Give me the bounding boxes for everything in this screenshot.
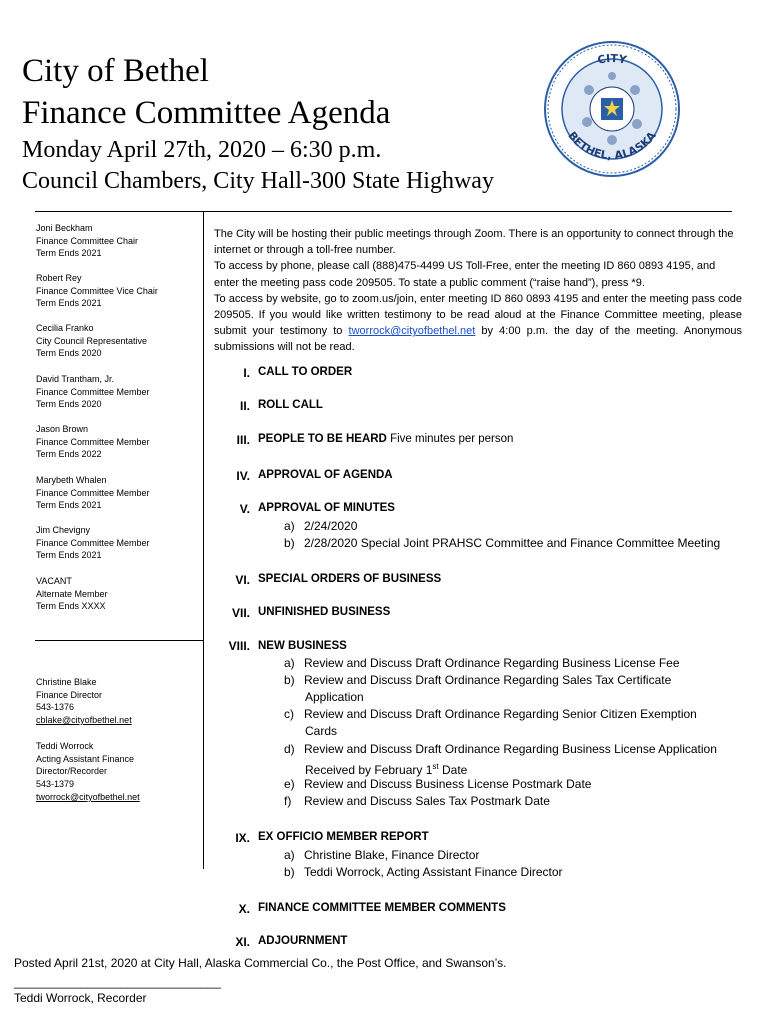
subitem-text-cont: Application xyxy=(305,690,364,704)
member-role: Finance Committee Member xyxy=(36,436,150,447)
intro-website xyxy=(214,291,742,356)
agenda-item-roll-call: ROLL CALL xyxy=(258,399,323,411)
member-entry xyxy=(36,322,147,360)
staff-phone: 543-1379 xyxy=(36,779,75,790)
header-divider xyxy=(35,211,732,212)
member-term: Term Ends 2021 xyxy=(36,248,102,259)
subitem-text: Review and Discuss Draft Ordinance Regarding Business License Application xyxy=(304,742,717,756)
intro-zoom: The City will be hosting their public meetings through Zoom. There is an opportunity to connect through the internet or through a toll-free number. xyxy=(214,228,734,257)
member-name: Joni Beckham xyxy=(36,223,93,233)
agenda-item-call-to-order: CALL TO ORDER xyxy=(258,366,353,378)
agenda-subitem xyxy=(284,776,591,793)
agenda-item-number: IV. xyxy=(236,469,250,483)
member-term: Term Ends 2021 xyxy=(36,298,102,309)
posted-notice: Posted April 21st, 2020 at City Hall, Alaska Commercial Co., the Post Office, and Swanson’s. xyxy=(14,956,507,970)
member-role: City Council Representative xyxy=(36,335,148,346)
agenda-item-number: I. xyxy=(243,366,250,380)
member-role: Finance Committee Member xyxy=(36,386,150,397)
subitem-text-cont-main: Received by February 1 xyxy=(305,763,433,777)
subitem-letter: a) xyxy=(284,848,295,862)
agenda-item-approval-of-agenda: APPROVAL OF AGENDA xyxy=(258,469,393,481)
agenda-item-number: II. xyxy=(239,399,250,413)
member-term: Term Ends 2021 xyxy=(36,500,102,511)
ordinal-suffix: st xyxy=(432,762,439,771)
sidebar-section-divider xyxy=(35,640,203,641)
member-term: Term Ends 2020 xyxy=(36,399,102,410)
subitem-letter: b) xyxy=(284,673,295,687)
sidebar-divider xyxy=(203,211,204,869)
subitem-letter: d) xyxy=(284,742,295,756)
seal-top-text: CITY xyxy=(596,51,628,67)
intro-phone: To access by phone, please call (888)475-4499 US Toll-Free, enter the meeting ID 860 0893 4195, and enter the meeting pass code 209505. To state a public comment (“raise hand”), press *9. xyxy=(214,260,716,289)
member-role: Finance Committee Member xyxy=(36,487,150,498)
subitem-text: Review and Discuss Business License Postmark Date xyxy=(304,777,592,791)
member-name: Jim Chevigny xyxy=(36,525,91,535)
member-term: Term Ends 2022 xyxy=(36,449,102,460)
signer-name: Teddi Worrock, Recorder xyxy=(14,991,147,1005)
agenda-subitem xyxy=(284,518,357,535)
member-term: Term Ends 2020 xyxy=(36,348,102,359)
meeting-location: Council Chambers, City Hall-300 State Highway xyxy=(22,168,494,194)
staff-title: Finance Director xyxy=(36,689,103,700)
member-term: Term Ends 2021 xyxy=(36,550,102,561)
agenda-item-number: V. xyxy=(239,502,250,516)
intro-text xyxy=(214,226,742,356)
subitem-text: Teddi Worrock, Acting Assistant Finance Director xyxy=(304,865,563,879)
agenda-subitem xyxy=(284,706,697,740)
subitem-text-cont-end: Date xyxy=(438,763,468,777)
agenda-item-people-to-be-heard xyxy=(258,433,513,445)
agenda-item-ex-officio-report: EX OFFICIO MEMBER REPORT xyxy=(258,831,429,843)
staff-name: Teddi Worrock xyxy=(36,741,94,751)
city-seal-logo xyxy=(543,40,681,178)
agenda-item-note: Five minutes per person xyxy=(386,433,514,445)
staff-name: Christine Blake xyxy=(36,677,97,687)
member-name: VACANT xyxy=(36,576,72,586)
subitem-letter: b) xyxy=(284,865,295,879)
staff-title: Acting Assistant Finance xyxy=(36,753,135,764)
member-term: Term Ends XXXX xyxy=(36,601,106,612)
member-entry xyxy=(36,272,158,310)
subitem-text: Christine Blake, Finance Director xyxy=(304,848,480,862)
subitem-letter: a) xyxy=(284,656,295,670)
agenda-subitem xyxy=(284,793,550,810)
member-role: Finance Committee Member xyxy=(36,537,150,548)
member-entry xyxy=(36,575,108,613)
member-role: Alternate Member xyxy=(36,588,108,599)
agenda-item-label: PEOPLE TO BE HEARD xyxy=(258,433,387,445)
agenda-item-number: III. xyxy=(236,433,250,447)
agenda-item-number: X. xyxy=(238,902,250,916)
agenda-item-number: IX. xyxy=(235,831,250,845)
member-entry xyxy=(36,423,150,461)
subitem-letter: b) xyxy=(284,536,295,550)
subitem-letter: f) xyxy=(284,794,292,808)
intro-website-text-end: by 4:00 p.m. the day of the meeting. Anonymous submissions will not be read. xyxy=(214,325,742,354)
subitem-text-cont: Cards xyxy=(305,724,338,738)
subitem-text: Review and Discuss Draft Ordinance Regarding Business License Fee xyxy=(304,656,680,670)
agenda-item-number: XI. xyxy=(235,935,250,949)
member-entry xyxy=(36,373,150,411)
page-subtitle: Finance Committee Agenda xyxy=(22,95,391,131)
subitem-text: Review and Discuss Draft Ordinance Regarding Sales Tax Certificate xyxy=(304,673,672,687)
staff-email-link[interactable]: tworrock@cityofbethel.net xyxy=(36,791,140,802)
subitem-letter: e) xyxy=(284,777,295,791)
member-entry xyxy=(36,474,150,512)
seal-bottom-text: BETHEL, ALASKA xyxy=(565,129,659,163)
staff-title-cont: Director/Recorder xyxy=(36,766,108,777)
agenda-item-approval-of-minutes: APPROVAL OF MINUTES xyxy=(258,502,395,514)
agenda-subitem xyxy=(284,864,563,881)
subitem-letter: c) xyxy=(284,707,294,721)
intro-website-text: To access by website, go to zoom.us/join, enter meeting ID 860 0893 4195 and enter the meeting pass code 209505. If you would like written testimony to be read aloud at the Finance Committee meeting, please submit your testimony to xyxy=(214,292,742,338)
agenda-item-adjournment: ADJOURNMENT xyxy=(258,935,348,947)
agenda-subitem xyxy=(284,847,479,864)
agenda-item-special-orders: SPECIAL ORDERS OF BUSINESS xyxy=(258,573,442,585)
subitem-text: Review and Discuss Draft Ordinance Regarding Senior Citizen Exemption xyxy=(304,707,697,721)
svg-text:CITY xyxy=(596,52,628,67)
subitem-letter: a) xyxy=(284,519,295,533)
staff-entry xyxy=(36,676,132,727)
testimony-email-link[interactable]: tworrock@cityofbethel.net xyxy=(348,325,476,338)
agenda-item-new-business: NEW BUSINESS xyxy=(258,640,347,652)
agenda-subitem xyxy=(284,535,720,552)
signature-line: _______________________________ xyxy=(14,975,221,989)
subitem-text: 2/24/2020 xyxy=(304,519,358,533)
agenda-subitem xyxy=(284,672,671,706)
staff-entry xyxy=(36,740,140,804)
agenda-subitem xyxy=(284,655,680,672)
member-name: Robert Rey xyxy=(36,273,82,283)
staff-phone: 543-1376 xyxy=(36,702,75,713)
agenda-item-number: VI. xyxy=(235,573,250,587)
subitem-text: 2/28/2020 Special Joint PRAHSC Committee and Finance Committee Meeting xyxy=(304,536,721,550)
member-entry xyxy=(36,524,150,562)
agenda-item-unfinished-business: UNFINISHED BUSINESS xyxy=(258,606,391,618)
member-name: Marybeth Whalen xyxy=(36,475,107,485)
agenda-subitem xyxy=(284,741,717,779)
member-name: David Trantham, Jr. xyxy=(36,374,115,384)
member-role: Finance Committee Vice Chair xyxy=(36,285,158,296)
member-name: Jason Brown xyxy=(36,424,89,434)
member-entry xyxy=(36,222,138,260)
agenda-item-member-comments: FINANCE COMMITTEE MEMBER COMMENTS xyxy=(258,902,506,914)
agenda-item-number: VII. xyxy=(231,606,250,620)
page-title: City of Bethel xyxy=(22,53,209,89)
staff-email-link[interactable]: cblake@cityofbethel.net xyxy=(36,715,132,726)
subitem-text: Review and Discuss Sales Tax Postmark Date xyxy=(304,794,550,808)
member-role: Finance Committee Chair xyxy=(36,235,139,246)
member-name: Cecilia Franko xyxy=(36,323,94,333)
agenda-item-number: VIII. xyxy=(228,639,250,653)
meeting-date: Monday April 27th, 2020 – 6:30 p.m. xyxy=(22,137,382,163)
